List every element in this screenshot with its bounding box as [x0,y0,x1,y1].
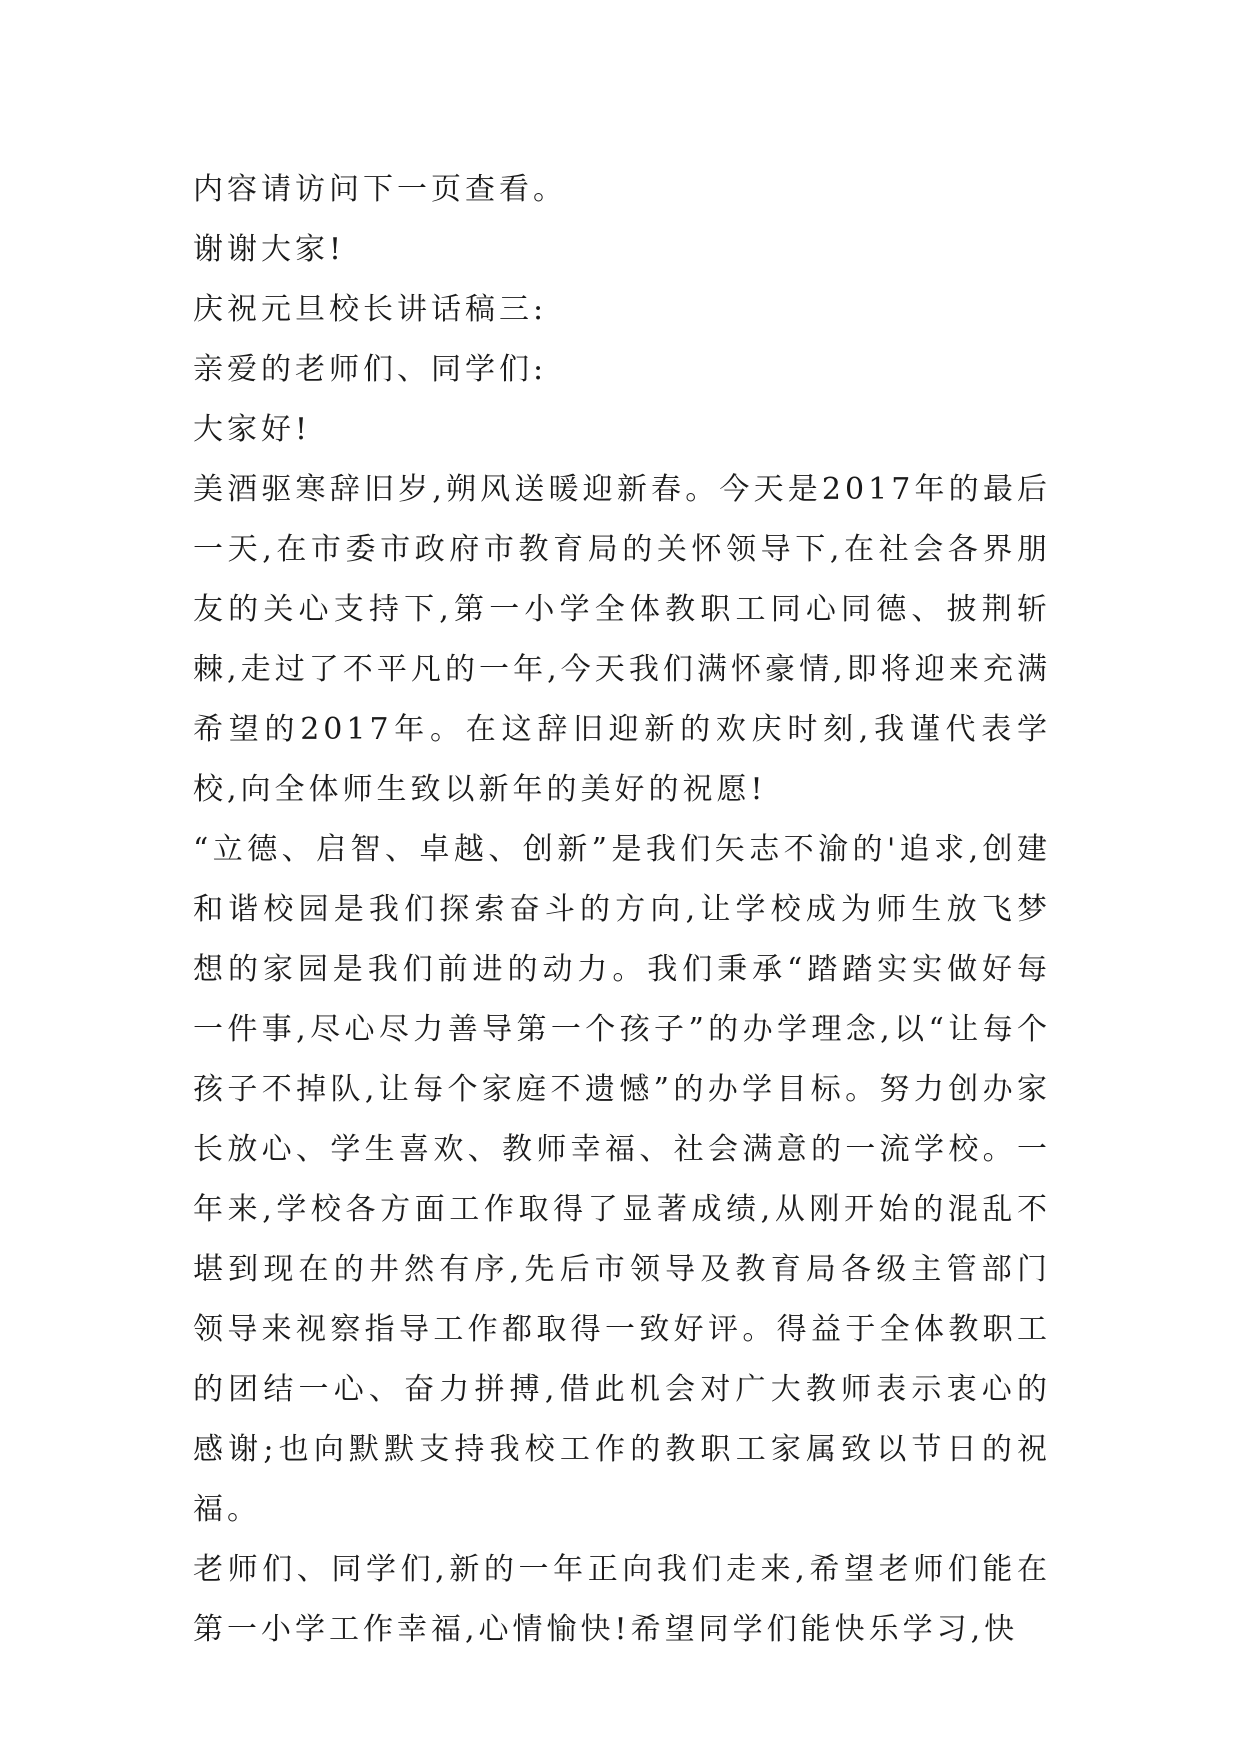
document-body [193,160,1051,1660]
paragraph-closing-hopes: 老师们、同学们,新的一年正向我们走来,希望老师们能在第一小学工作幸福,心情愉快!希望同学们能快乐学习,快 [193,1552,1051,1647]
paragraph-salutation: 亲爱的老师们、同学们: [193,352,548,387]
paragraph-thanks: 谢谢大家! [193,232,346,267]
paragraph-greeting: 大家好! [193,412,312,447]
paragraph-school-achievements: “立德、启智、卓越、创新”是我们矢志不渝的'追求,创建和谐校园是我们探索奋斗的方向,让学校成为师生放飞梦想的家园是我们前进的动力。我们秉承“踏踏实实做好每一件事,尽心尽力善导第一个孩子”的办学理念,以“让每个孩子不掉队,让每个家庭不遗憾”的办学目标。努力创办家长放心、学生喜欢、教师幸福、社会满意的一流学校。一年来,学校各方面工作取得了显著成绩,从刚开始的混乱不堪到现在的井然有序,先后市领导及教育局各级主管部门领导来视察指导工作都取得一致好评。得益于全体教职工的团结一心、奋力拼搏,借此机会对广大教师表示衷心的感谢;也向默默支持我校工作的教职工家属致以节日的祝福。 [193,832,1051,1527]
paragraph-speech-title: 庆祝元旦校长讲话稿三: [193,292,548,327]
paragraph-new-year-wishes: 美酒驱寒辞旧岁,朔风送暖迎新春。今天是2017年的最后一天,在市委市政府市教育局的关怀领导下,在社会各界朋友的关心支持下,第一小学全体教职工同心同德、披荆斩棘,走过了不平凡的一年,今天我们满怀豪情,即将迎来充满希望的2017年。在这辞旧迎新的欢庆时刻,我谨代表学校,向全体师生致以新年的美好的祝愿! [193,472,1051,807]
paragraph-next-page-note: 内容请访问下一页查看。 [193,172,567,207]
